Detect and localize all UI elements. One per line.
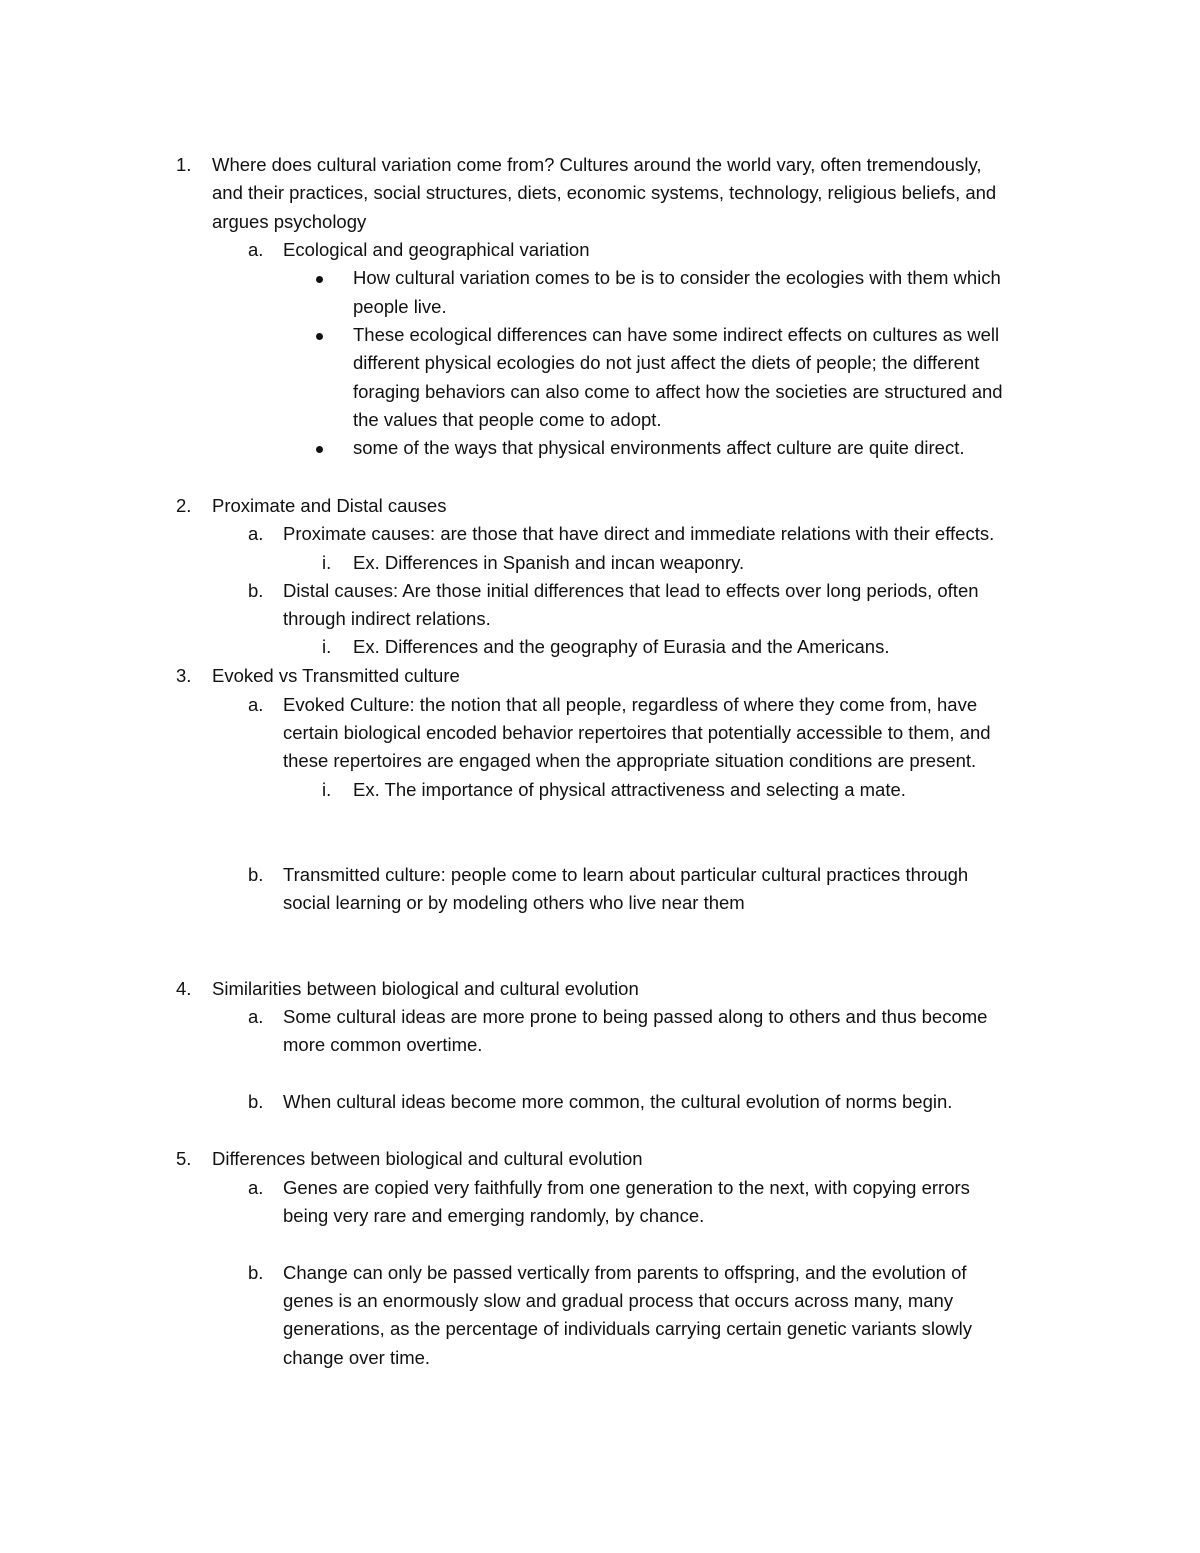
bullet-item-line: people live. xyxy=(353,296,447,317)
sub-item-line: Ecological and geographical variation xyxy=(283,239,590,260)
roman-item-marker: i. xyxy=(322,636,332,657)
sub-item-marker: a. xyxy=(248,1177,264,1198)
sub-item-line: through indirect relations. xyxy=(283,608,491,629)
bullet-item-line: some of the ways that physical environments affect culture are quite direct. xyxy=(353,437,965,458)
list-item-marker: 4. xyxy=(176,978,192,999)
list-item-marker: 2. xyxy=(176,495,192,516)
sub-item-line: Some cultural ideas are more prone to being passed along to others and thus become xyxy=(283,1006,988,1027)
sub-item-line: Genes are copied very faithfully from one generation to the next, with copying errors xyxy=(283,1177,970,1198)
sub-item-marker: a. xyxy=(248,523,264,544)
sub-item-line: change over time. xyxy=(283,1347,431,1368)
roman-item-line: Ex. The importance of physical attractiveness and selecting a mate. xyxy=(353,779,906,800)
list-item-line: Proximate and Distal causes xyxy=(212,495,447,516)
sub-item-line: being very rare and emerging randomly, by chance. xyxy=(283,1205,705,1226)
bullet-dot xyxy=(316,446,323,453)
bullet-item-line: foraging behaviors can also come to affect how the societies are structured and xyxy=(353,381,1003,402)
sub-item-line: Proximate causes: are those that have direct and immediate relations with their effects. xyxy=(283,523,995,544)
list-item-line: Similarities between biological and cultural evolution xyxy=(212,978,639,999)
sub-item-marker: a. xyxy=(248,239,264,260)
list-item-line: Where does cultural variation come from? Cultures around the world vary, often tremendously, xyxy=(212,154,982,175)
roman-item-marker: i. xyxy=(322,779,332,800)
sub-item-line: Evoked Culture: the notion that all people, regardless of where they come from, have xyxy=(283,694,978,715)
sub-item-line: generations, as the percentage of individuals carrying certain genetic variants slowly xyxy=(283,1318,972,1339)
sub-item-marker: a. xyxy=(248,694,264,715)
bullet-item-line: different physical ecologies do not just affect the diets of people; the different xyxy=(353,352,980,373)
list-item-marker: 5. xyxy=(176,1148,192,1169)
sub-item-line: Distal causes: Are those initial differences that lead to effects over long periods, often xyxy=(283,580,979,601)
sub-item-marker: b. xyxy=(248,580,264,601)
sub-item-marker: b. xyxy=(248,864,264,885)
list-item-line: Differences between biological and cultural evolution xyxy=(212,1148,643,1169)
sub-item-line: more common overtime. xyxy=(283,1034,483,1055)
sub-item-line: genes is an enormously slow and gradual process that occurs across many, many xyxy=(283,1290,954,1311)
sub-item-line: Transmitted culture: people come to learn about particular cultural practices through xyxy=(283,864,969,885)
bullet-item-line: the values that people come to adopt. xyxy=(353,409,662,430)
bullet-dot xyxy=(316,333,323,340)
sub-item-marker: a. xyxy=(248,1006,264,1027)
roman-item-marker: i. xyxy=(322,552,332,573)
sub-item-line: certain biological encoded behavior repertoires that potentially accessible to them, and xyxy=(283,722,991,743)
list-item-marker: 3. xyxy=(176,665,192,686)
sub-item-line: these repertoires are engaged when the appropriate situation conditions are present. xyxy=(283,750,977,771)
sub-item-line: social learning or by modeling others who live near them xyxy=(283,892,745,913)
sub-item-line: Change can only be passed vertically from parents to offspring, and the evolution of xyxy=(283,1262,967,1283)
list-item-line: Evoked vs Transmitted culture xyxy=(212,665,460,686)
roman-item-line: Ex. Differences and the geography of Eurasia and the Americans. xyxy=(353,636,890,657)
sub-item-marker: b. xyxy=(248,1091,264,1112)
bullet-item-line: How cultural variation comes to be is to consider the ecologies with them which xyxy=(353,267,1001,288)
bullet-item-line: These ecological differences can have some indirect effects on cultures as well xyxy=(353,324,1000,345)
sub-item-marker: b. xyxy=(248,1262,264,1283)
roman-item-line: Ex. Differences in Spanish and incan weaponry. xyxy=(353,552,745,573)
list-item-marker: 1. xyxy=(176,154,192,175)
list-item-line: argues psychology xyxy=(212,211,367,232)
sub-item-line: When cultural ideas become more common, the cultural evolution of norms begin. xyxy=(283,1091,953,1112)
bullet-dot xyxy=(316,276,323,283)
list-item-line: and their practices, social structures, diets, economic systems, technology, religious beliefs, and xyxy=(212,182,997,203)
